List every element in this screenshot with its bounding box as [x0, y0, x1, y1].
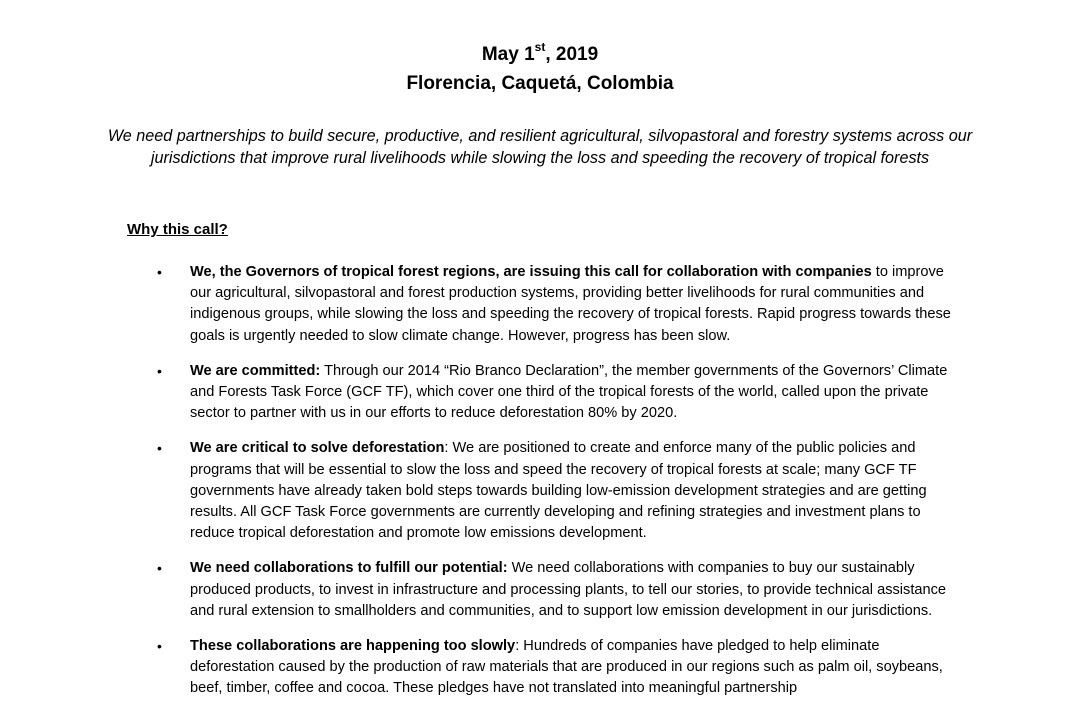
bullet-marker: • [157, 560, 162, 577]
bullet-lead: We are committed: [190, 362, 321, 379]
bullet-item [0, 361, 960, 425]
bullet-marker: • [157, 362, 162, 379]
bullet-text: Through our 2014 “Rio Branco Declaration”, the member governments of the Governors’ Climate and Forests Task Force (GCF TF), which cover one third of the tropical forests of the world, called upon the private sector to partner with us in our efforts to reduce deforestation 80% by 2020. [190, 362, 948, 422]
bullet-marker: • [157, 440, 162, 457]
bullet-text: : Hundreds of companies have pledged to help eliminate deforestation caused by the production of raw materials that are produced in our regions such as palm oil, soybeans, beef, timber, coffee and cocoa. These pledges have not translated into meaningful partnership [190, 638, 943, 697]
bullet-lead: We, the Governors of tropical forest regions, are issuing this call for collaboration with companies [190, 264, 872, 280]
bullet-lead: We need collaborations to fulfill our potential: [190, 560, 508, 577]
document-location: Florencia, Caquetá, Colombia [406, 73, 674, 94]
document-date [0, 39, 1080, 68]
bullet-item [0, 636, 960, 700]
bullet-text: : We are positioned to create and enforce many of the public policies and programs that will be essential to slow the loss and speed the recovery of tropical forests at scale; many GCF TF governments have already taken bold steps towards building low-emission development strategies and are getting results. All GCF Task Force governments are currently developing and refining strategies and investment plans to reduce tropical deforestation and promote low emissions development. [190, 440, 927, 542]
bullet-item [0, 438, 960, 544]
bullet-list [0, 262, 1080, 714]
date-text: May 1 [481, 44, 535, 65]
bullet-marker: • [157, 638, 162, 655]
bullet-text: We need collaborations with companies to buy our sustainably produced products, to invest in infrastructure and processing plants, to tell our stories, to provide technical assistance and rural extension to smallholders and communities, and to support low emission development in our jurisdictions. [190, 560, 947, 619]
bullet-marker: • [157, 264, 162, 280]
bullet-lead: We are critical to solve deforestation [190, 440, 445, 457]
bullet-item [0, 262, 960, 347]
bullet-text: to improve our agricultural, silvopastoral and forest production systems, providing better livelihoods for rural communities and indigenous groups, while slowing the loss and speeding the recovery of tropical forests. Rapid progress towards these goals is urgently needed to slow climate change. However, progress has been slow. [190, 264, 951, 344]
date-ordinal-suffix: st [534, 39, 546, 54]
intro-statement: We need partnerships to build secure, productive, and resilient agricultural, silvopastoral and forestry systems across our jurisdictions that improve rural livelihoods while slowing the loss and speeding the recovery of tropical forests [107, 127, 973, 167]
section-heading: Why this call? [127, 221, 228, 238]
bullet-lead: These collaborations are happening too slowly [190, 638, 516, 655]
date-year: , 2019 [545, 44, 599, 65]
bullet-item [0, 558, 960, 622]
